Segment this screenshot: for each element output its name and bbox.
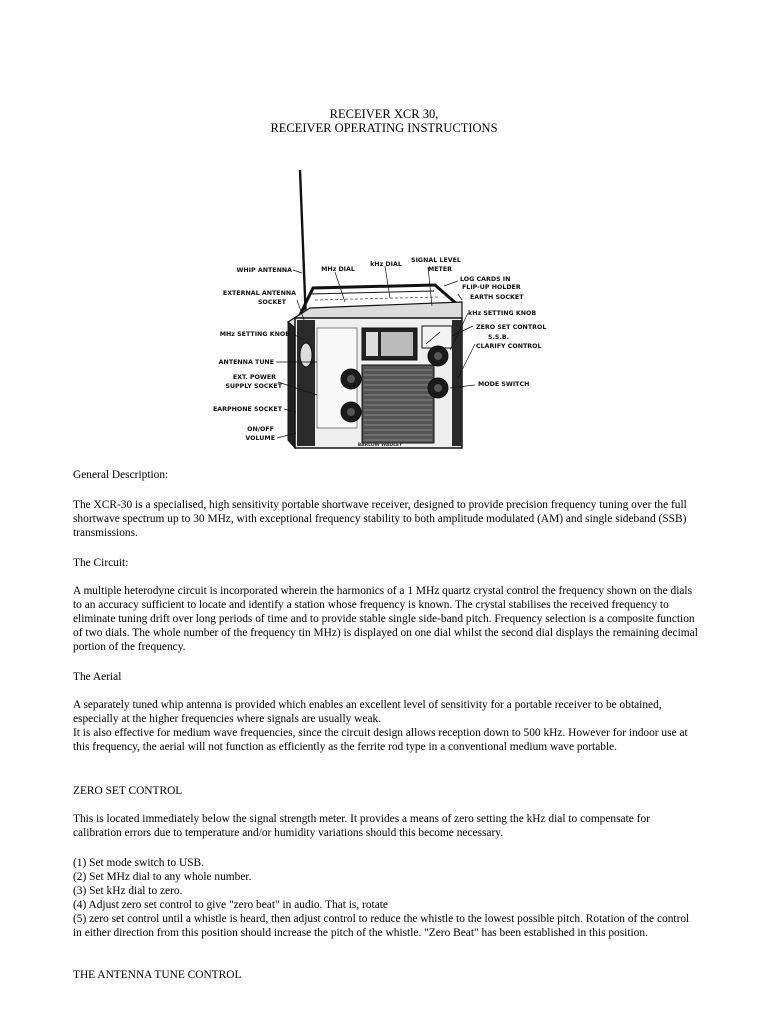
list-item: (1) Set mode switch to USB.	[73, 857, 204, 869]
document-title: RECEIVER XCR 30,	[329, 107, 439, 121]
callout-mhz-dial: MHz DIAL	[321, 266, 355, 273]
mhz-dial-scale	[366, 332, 378, 356]
callout-signal-level-meter: METER	[427, 266, 453, 273]
khz-dial-scale	[381, 332, 413, 356]
callout-ext-power-supply: EXT. POWER	[232, 374, 276, 381]
document-subtitle: RECEIVER OPERATING INSTRUCTIONS	[270, 121, 498, 135]
zero-set-heading: ZERO SET CONTROL	[73, 785, 183, 797]
callout-earphone-socket: EARPHONE SOCKET	[212, 406, 282, 413]
circuit-description: A multiple heterodyne circuit is incorporated wherein the harmonics of a 1 MHz quartz crystal control the frequency shown on the dials to an accuracy sufficient to locate and identify a station whose frequency is known. The crystal stabilises the received frequency to eliminate tuning drift over long periods of time and to provide stable single side-band pitch. Frequency selection is a composite function of two dials. The whole number of the frequency tin MHz) is displayed on one dial whilst the second dial displays the remaining decimal portion of the frequency.	[73, 585, 698, 653]
zero-set-description: This is located immediately below the signal strength meter. It provides a means of zero setting the kHz dial to compensate for calibration errors due to temperature and/or humidity variations should this become necessary.	[73, 813, 650, 839]
general-heading: General Description:	[73, 469, 169, 481]
callout-khz-dial: kHz DIAL	[370, 261, 402, 268]
speaker-grille	[362, 365, 434, 443]
callout-earth-socket: EARTH SOCKET	[470, 294, 524, 301]
callout-external-antenna-socket-2: SOCKET	[258, 299, 286, 306]
aerial-heading: The Aerial	[73, 671, 122, 683]
callout-log-cards: LOG CARDS IN	[460, 276, 511, 283]
callout-mode-switch: MODE SWITCH	[478, 381, 530, 388]
list-item: (5) zero set control until a whistle is heard, then adjust control to reduce the whistle to the lowest possible pitch. Rotation of the control in either direction from this position should increase the pitch of the whistle. "Zero Beat" has been established in this position.	[73, 913, 690, 939]
callout-signal-level: SIGNAL LEVEL	[411, 257, 461, 264]
list-item: (3) Set kHz dial to zero.	[73, 885, 183, 897]
callout-khz-setting-knob: kHz SETTING KNOB	[468, 310, 537, 317]
antenna-tune-heading: THE ANTENNA TUNE CONTROL	[73, 969, 242, 981]
aerial-paragraph-1: A separately tuned whip antenna is provided which enables an excellent level of sensitivity for a portable receiver to be obtained, especially at the higher frequencies where signals are usually weak.	[73, 699, 662, 725]
callout-flip-up-holder: FLIP-UP HOLDER	[462, 284, 521, 291]
circuit-heading: The Circuit:	[73, 557, 129, 569]
receiver-drawing	[200, 150, 560, 460]
callout-ssb: S.S.B.	[488, 334, 510, 341]
receiver-side-panel	[288, 322, 295, 448]
signal-level-meter	[422, 326, 452, 348]
brand-plate: BARLOW WADLEY	[357, 443, 403, 448]
aerial-paragraph-2: It is also effective for medium wave frequencies, since the circuit design allows reception down to 500 kHz. However for indoor use at this frequency, the aerial will not function as efficiently as the ferrite rod type in a conventional medium wave portable.	[73, 727, 688, 753]
callout-zero-set-control: ZERO SET CONTROL	[476, 324, 547, 331]
list-item: (2) Set MHz dial to any whole number.	[73, 871, 252, 883]
callout-antenna-tune: ANTENNA TUNE	[218, 359, 274, 366]
callout-whip-antenna: WHIP ANTENNA	[236, 267, 292, 274]
callout-on-off: ON/OFF	[247, 426, 274, 433]
whip-antenna-rod	[300, 170, 306, 322]
callout-clarify-control: CLARIFY CONTROL	[476, 343, 542, 350]
mhz-setting-knob	[300, 343, 312, 367]
general-description: The XCR-30 is a specialised, high sensitivity portable shortwave receiver, designed to provide precision frequency tuning over the full shortwave spectrum up to 30 MHz, with exceptional frequency stability to both amplitude modulated (AM) and single sideband (SSB) transmissions.	[73, 499, 687, 539]
zero-set-steps	[73, 856, 699, 940]
callout-mhz-setting-knob: MHz SETTING KNOB	[219, 331, 290, 338]
callout-external-antenna-socket: EXTERNAL ANTENNA	[222, 290, 296, 297]
aerial-description	[73, 698, 699, 754]
receiver-illustration	[200, 150, 560, 460]
list-item: (4) Adjust zero set control to give "zero beat" in audio. That is, rotate	[73, 899, 388, 911]
callout-ext-power-supply-2: SUPPLY SOCKET	[225, 383, 282, 390]
callout-volume: VOLUME	[245, 435, 275, 442]
